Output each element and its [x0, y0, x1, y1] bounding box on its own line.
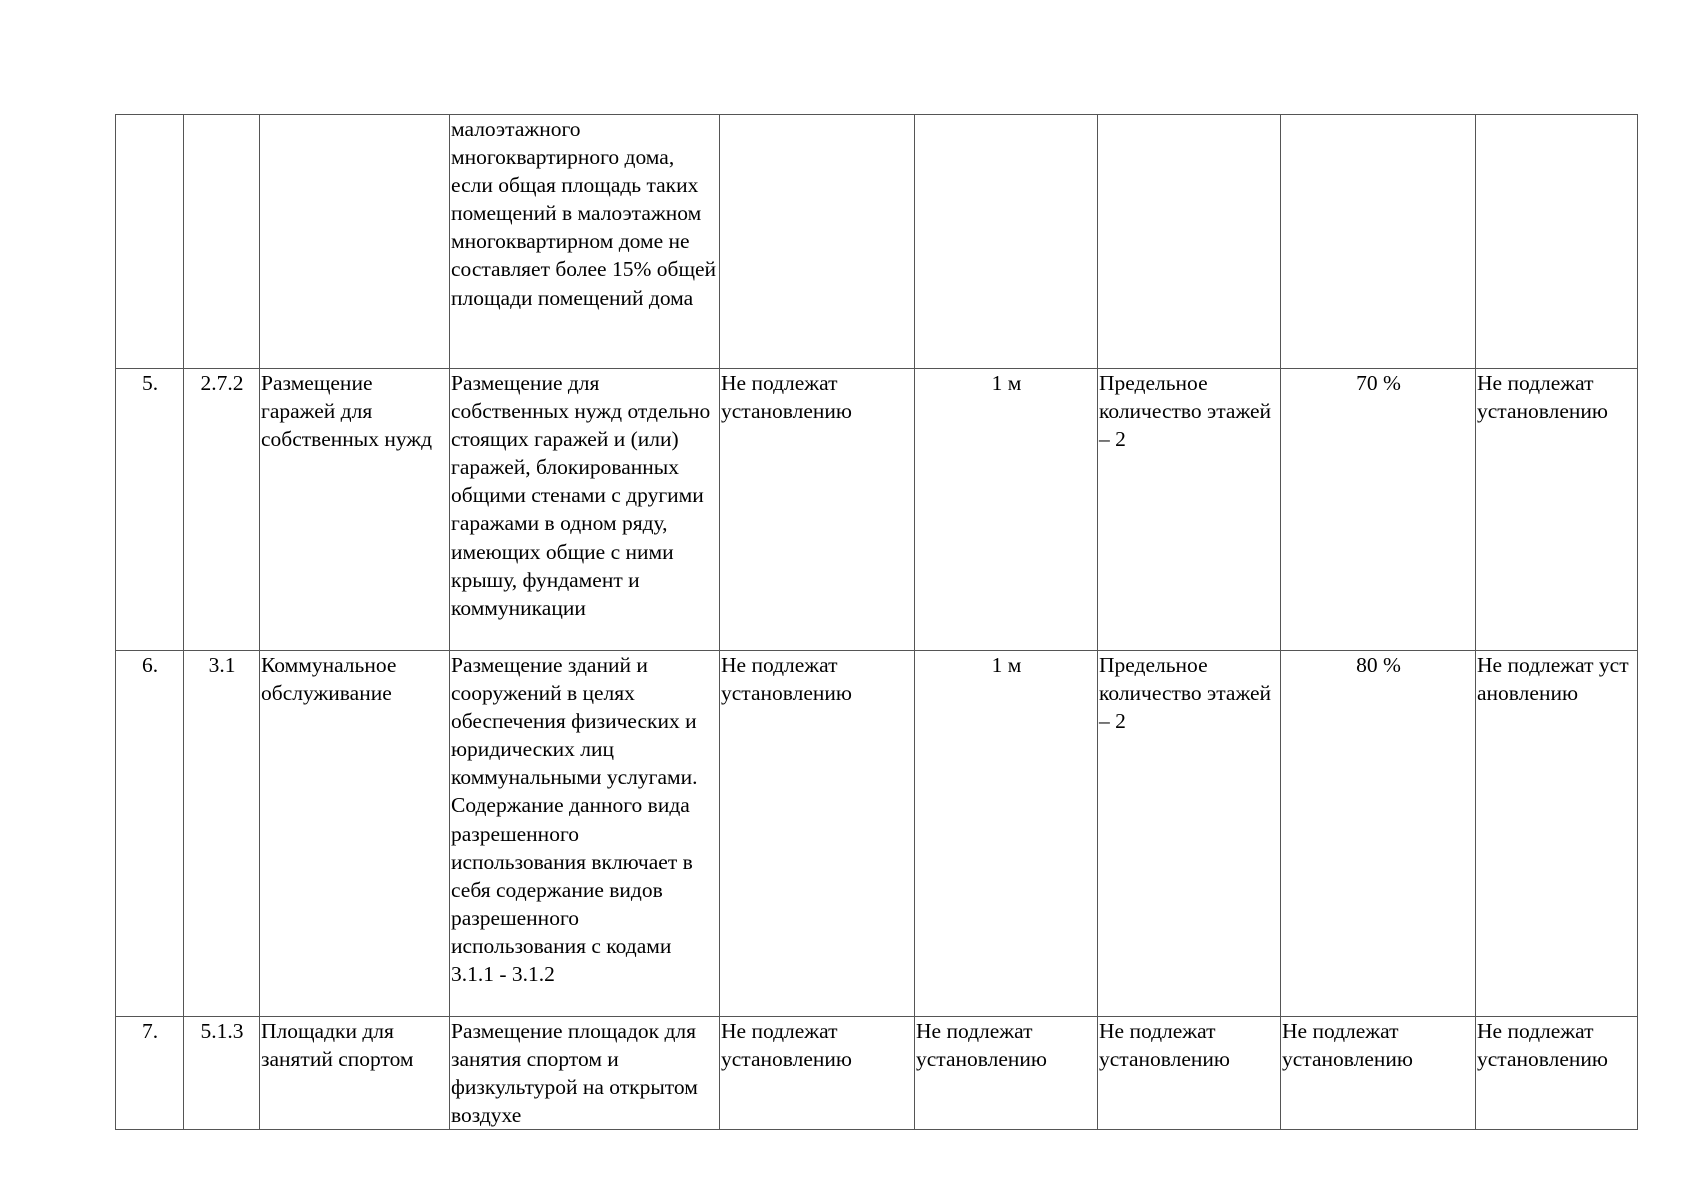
use-name-cell: Площадки для занятий спортом: [260, 1017, 450, 1130]
setback-cell: 1 м: [915, 369, 1098, 651]
regulations-table: [115, 114, 1638, 1130]
use-code-cell: 3.1: [184, 651, 260, 1017]
row-number-cell: 7.: [116, 1017, 184, 1130]
use-name-cell: [260, 115, 450, 369]
floors-cell: Предельное количество этажей – 2: [1098, 369, 1281, 651]
other-params-cell: Не подлежат установлению: [1476, 651, 1638, 1017]
row-number-cell: 6.: [116, 651, 184, 1017]
setback-cell: Не подлежат установлению: [915, 1017, 1098, 1130]
floors-cell: [1098, 115, 1281, 369]
use-code-cell: 2.7.2: [184, 369, 260, 651]
other-params-cell: Не подлежат установлению: [1476, 369, 1638, 651]
min-area-cell: Не подлежат установлению: [720, 369, 915, 651]
min-area-cell: Не подлежат установлению: [720, 651, 915, 1017]
row-number-cell: [116, 115, 184, 369]
table-row: [116, 369, 1638, 651]
coverage-cell: 80 %: [1281, 651, 1476, 1017]
min-area-cell: [720, 115, 915, 369]
use-description-cell: Размещение зданий и сооружений в целях обеспечения физических и юридических лиц коммунальными услугами. Содержание данного вида разрешенного использования включает в себя содержание видов разрешенного использования с кодами 3.1.1 - 3.1.2: [450, 651, 720, 1017]
other-params-cell: Не подлежат установлению: [1476, 1017, 1638, 1130]
coverage-cell: [1281, 115, 1476, 369]
setback-cell: 1 м: [915, 651, 1098, 1017]
min-area-cell: Не подлежат установлению: [720, 1017, 915, 1130]
use-name-cell: Коммунальное обслуживание: [260, 651, 450, 1017]
table-row: [116, 1017, 1638, 1130]
table-row: [116, 115, 1638, 369]
floors-cell: Предельное количество этажей – 2: [1098, 651, 1281, 1017]
table-row: [116, 651, 1638, 1017]
other-params-cell: [1476, 115, 1638, 369]
use-code-cell: 5.1.3: [184, 1017, 260, 1130]
use-name-cell: Размещение гаражей для собственных нужд: [260, 369, 450, 651]
coverage-cell: Не подлежат установлению: [1281, 1017, 1476, 1130]
setback-cell: [915, 115, 1098, 369]
row-number-cell: 5.: [116, 369, 184, 651]
use-code-cell: [184, 115, 260, 369]
use-description-cell: Размещение площадок для занятия спортом и физкультурой на открытом воздухе: [450, 1017, 720, 1130]
coverage-cell: 70 %: [1281, 369, 1476, 651]
floors-cell: Не подлежат установлению: [1098, 1017, 1281, 1130]
use-description-cell: малоэтажного многоквартирного дома, если общая площадь таких помещений в малоэтажном многоквартирном доме не составляет более 15% общей площади помещений дома: [450, 115, 720, 369]
use-description-cell: Размещение для собственных нужд отдельно стоящих гаражей и (или) гаражей, блокированных общими стенами с другими гаражами в одном ряду, имеющих общие с ними крышу, фундамент и коммуникации: [450, 369, 720, 651]
